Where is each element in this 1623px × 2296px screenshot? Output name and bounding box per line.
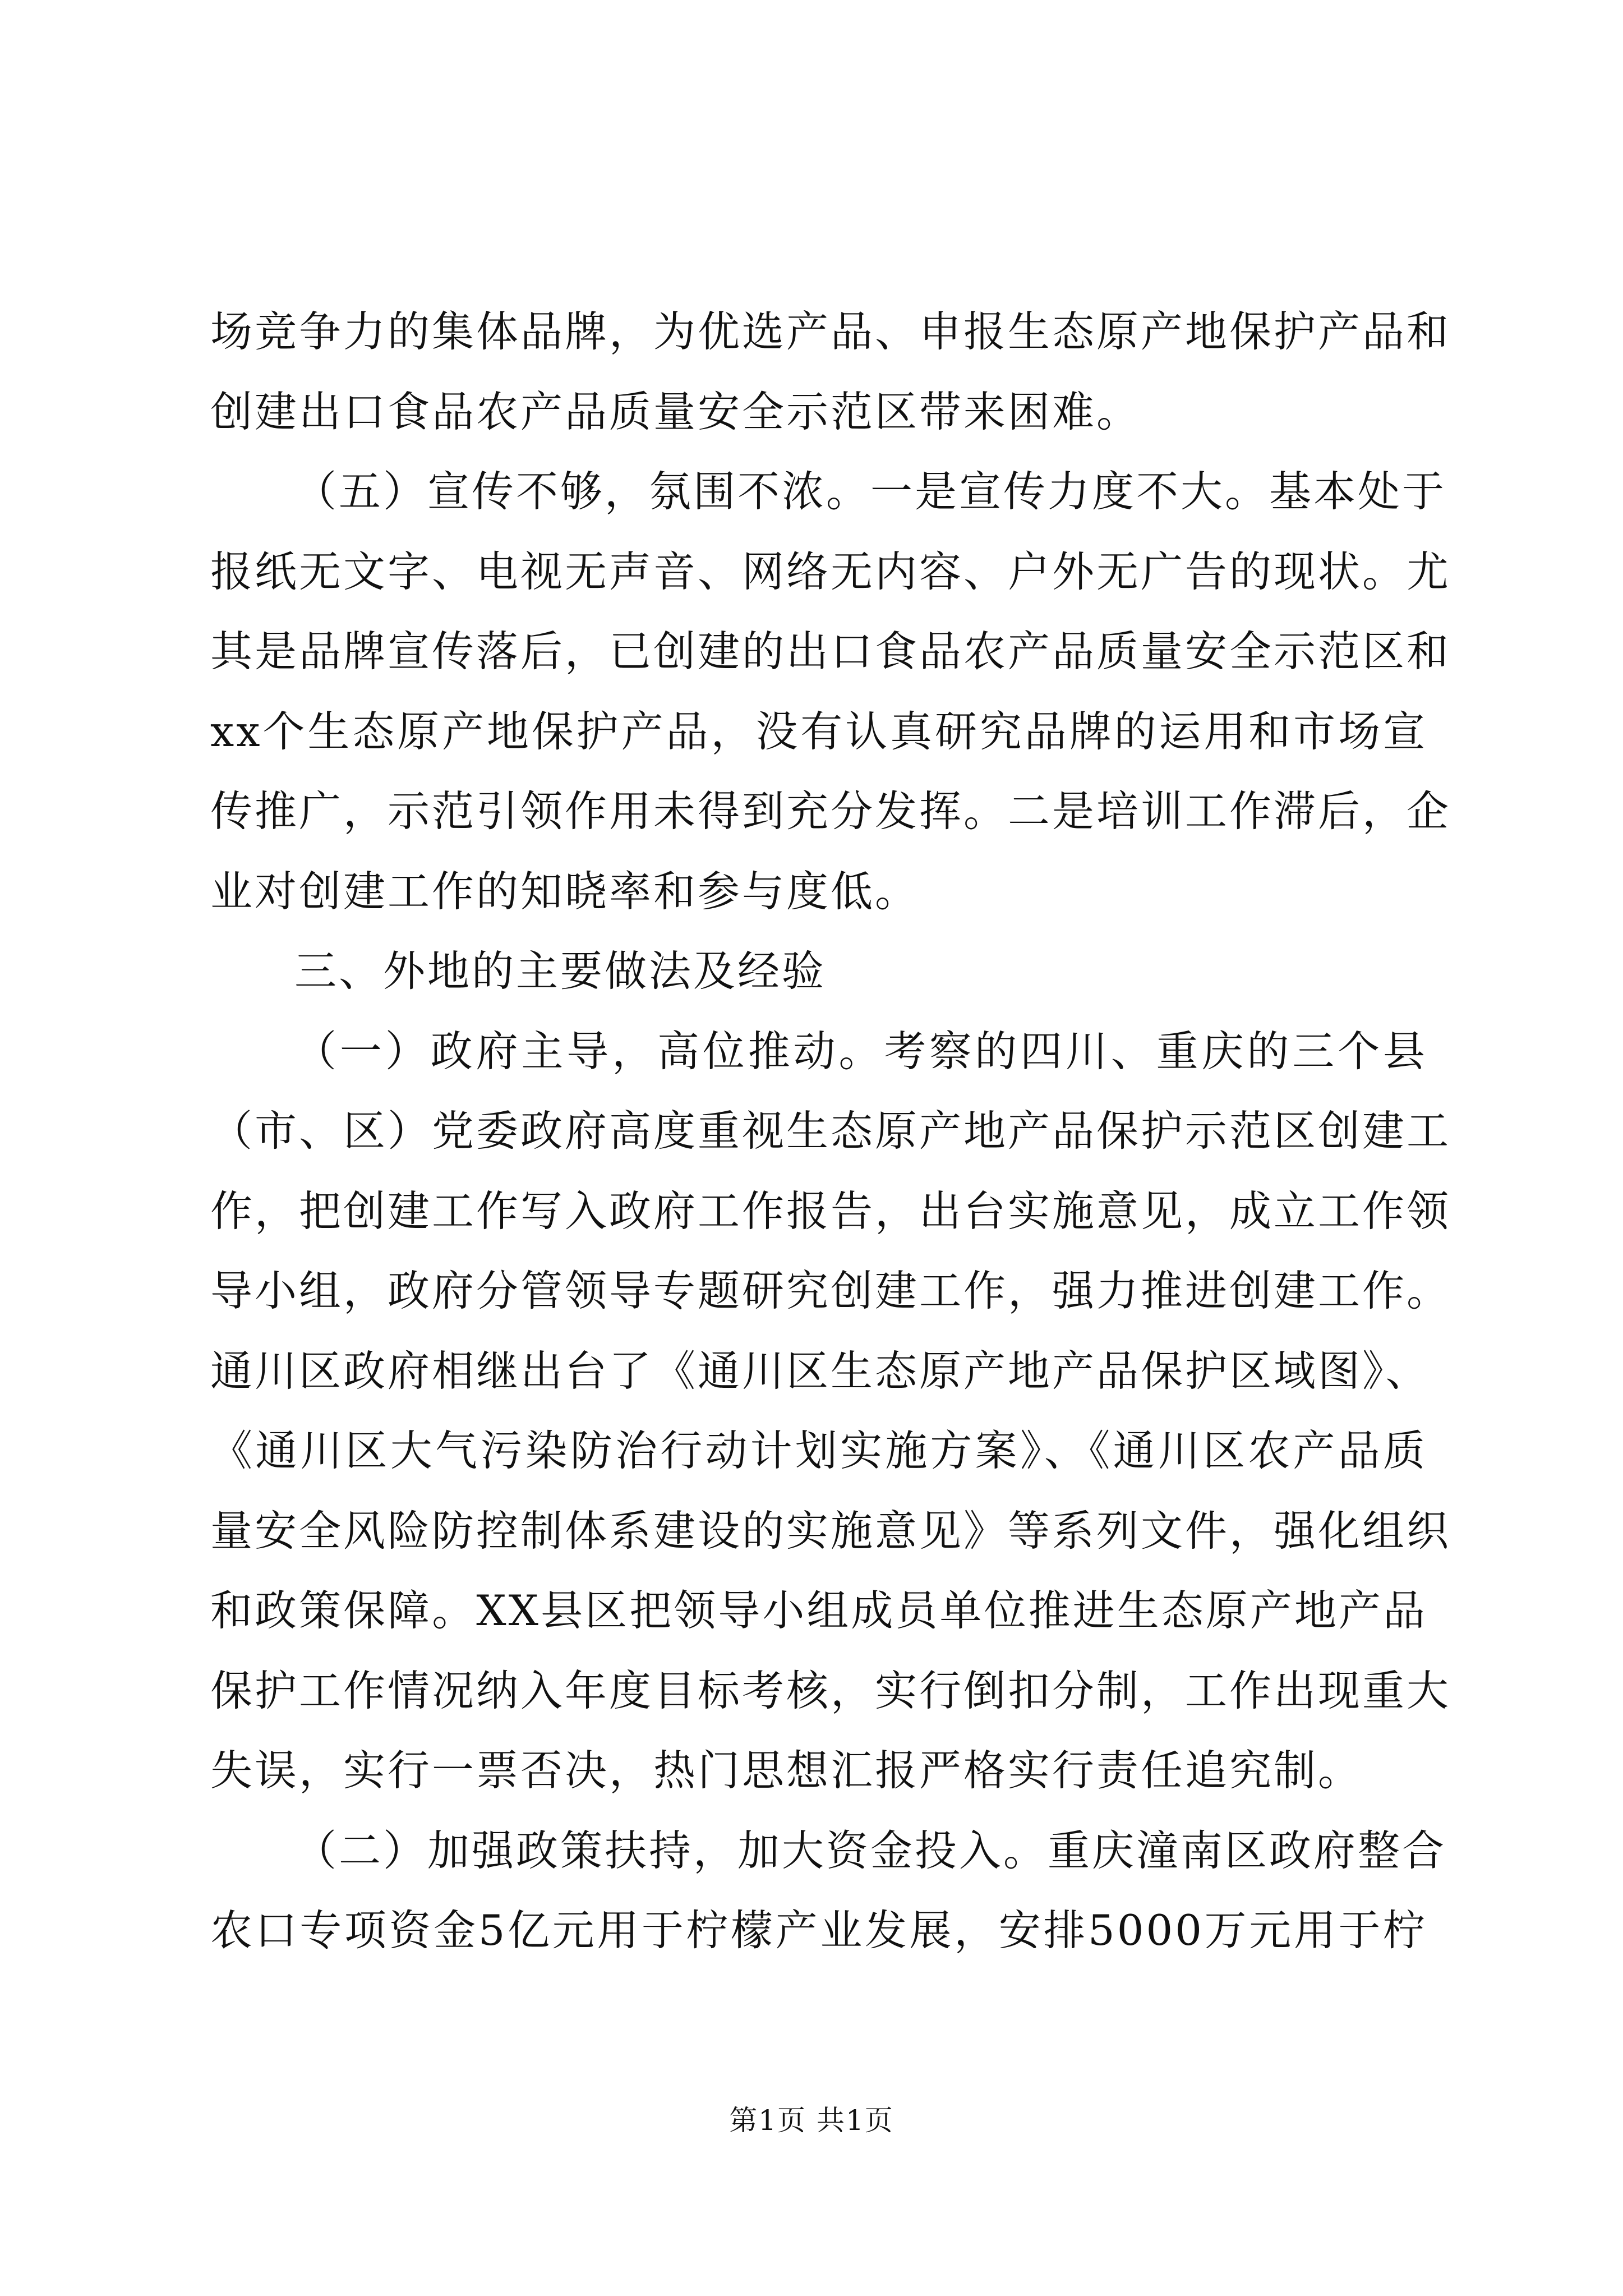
text-line: 和政策保障。XX县区把领导小组成员单位推进生态原产地产品 xyxy=(210,1586,1427,1635)
text-line: 报纸无文字、电视无声音、网络无内容、户外无广告的现状。尤 xyxy=(210,546,1451,596)
text-line: 通川区政府相继出台了《通川区生态原产地产品保护区域图》、 xyxy=(210,1346,1430,1396)
page-footer: 第1页 共1页 xyxy=(729,2104,894,2137)
text-line: 保护工作情况纳入年度目标考核，实行倒扣分制，工作出现重大 xyxy=(210,1665,1451,1715)
text-line: 失误，实行一票否决，热门思想汇报严格实行责任追究制。 xyxy=(210,1746,1363,1795)
text-line: 作，把创建工作写入政府工作报告，出台实施意见，成立工作领 xyxy=(210,1186,1451,1236)
text-line: 其是品牌宣传落后，已创建的出口食品农产品质量安全示范区和 xyxy=(210,627,1451,676)
text-line: （五）宣传不够，氛围不浓。一是宣传力度不大。基本处于 xyxy=(294,467,1447,516)
text-line: 传推广，示范引领作用未得到充分发挥。二是培训工作滞后，企 xyxy=(210,786,1451,836)
text-line: 业对创建工作的知晓率和参与度低。 xyxy=(210,866,920,916)
text-line: xx个生态原产地保护产品，没有认真研究品牌的运用和市场宣 xyxy=(210,706,1427,756)
text-line: （一）政府主导，高位推动。考察的四川、重庆的三个县 xyxy=(294,1026,1427,1076)
text-line: 导小组，政府分管领导专题研究创建工作，强力推进创建工作。 xyxy=(210,1266,1451,1315)
section-heading: 三、外地的主要做法及经验 xyxy=(294,946,827,996)
text-line: 量安全风险防控制体系建设的实施意见》等系列文件，强化组织 xyxy=(210,1506,1451,1556)
text-line: （市、区）党委政府高度重视生态原产地产品保护示范区创建工 xyxy=(210,1106,1451,1156)
text-line: 《通川区大气污染防治行动计划实施方案》、《通川区农产品质 xyxy=(210,1426,1427,1475)
text-line: （二）加强政策扶持，加大资金投入。重庆潼南区政府整合 xyxy=(294,1825,1447,1875)
text-line: 农口专项资金5亿元用于柠檬产业发展，安排5000万元用于柠 xyxy=(210,1906,1427,1955)
document-body xyxy=(210,292,1451,1971)
text-line: 创建出口食品农产品质量安全示范区带来困难。 xyxy=(210,386,1141,436)
text-line: 场竞争力的集体品牌，为优选产品、申报生态原产地保护产品和 xyxy=(210,307,1451,356)
